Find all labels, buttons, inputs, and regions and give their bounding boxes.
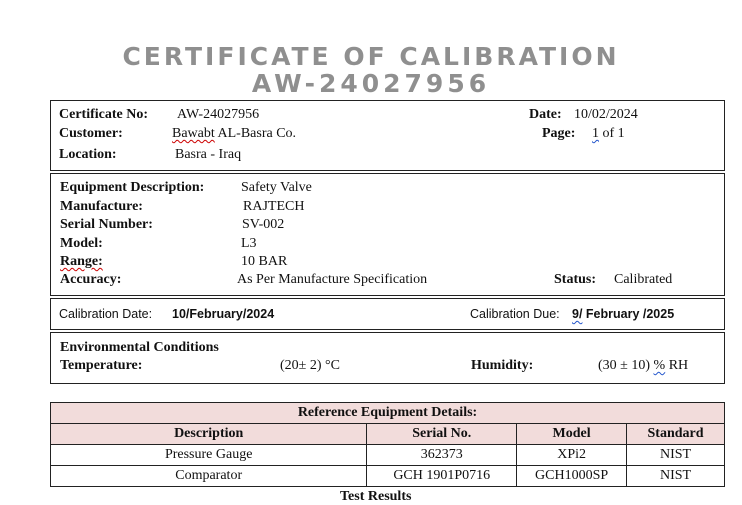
environment-box [50,332,725,384]
table-row [51,466,725,487]
customer-rest: AL-Basra Co. [214,126,297,141]
equipment-desc-label: Equipment Description: [60,180,205,195]
model-label: Model: [60,236,103,251]
reference-table [50,402,725,487]
customer-value [172,126,296,142]
model-value: L3 [241,236,257,251]
accuracy-label: Accuracy: [60,272,122,287]
reference-heading: Reference Equipment Details: [51,403,725,424]
date-value: 10/02/2024 [574,107,638,122]
cell-standard: NIST [627,466,725,487]
header-box [50,100,725,171]
cell-model: GCH1000SP [517,466,627,487]
status-value: Calibrated [614,272,673,287]
range-label: Range: [60,254,103,269]
page-number: 1 [592,126,599,141]
page-label: Page: [542,126,576,141]
test-results-heading: Test Results [340,489,412,504]
temperature-value: (20± 2) °C [280,358,340,373]
customer-misspelled: Bawabt [172,126,215,141]
calibration-date-label: Calibration Date: [59,307,153,321]
certificate-number-title: AW-24027956 [251,69,491,98]
environment-heading: Environmental Conditions [60,340,219,355]
col-standard: Standard [627,424,725,445]
due-rest: February /2025 [582,307,675,321]
serial-value: SV-002 [242,217,285,232]
calibration-box [50,298,725,330]
certificate-title: CERTIFICATE OF CALIBRATION [122,42,620,71]
calibration-due-label: Calibration Due: [470,307,560,321]
cell-standard: NIST [627,445,725,466]
calibration-due-value [572,307,674,321]
page-value [592,126,625,142]
accuracy-value: As Per Manufacture Specification [237,272,428,287]
table-row [51,445,725,466]
cell-serial: 362373 [367,445,517,466]
range-value: 10 BAR [241,254,288,269]
col-model: Model [517,424,627,445]
date-label: Date: [529,107,562,122]
status-label: Status: [554,272,597,287]
location-label: Location: [59,147,117,162]
manufacture-value: RAJTECH [243,199,305,214]
humidity-label: Humidity: [471,358,534,373]
col-serial: Serial No. [367,424,517,445]
location-value: Basra - Iraq [175,147,242,162]
humidity-percent: % [653,358,666,373]
cert-no-label: Certificate No: [59,107,149,122]
humidity-unit: RH [665,358,689,373]
customer-label: Customer: [59,126,123,141]
equipment-desc-value: Safety Valve [241,180,312,195]
due-day: 9/ [572,307,583,321]
temperature-label: Temperature: [60,358,143,373]
humidity-range: (30 ± 10) [598,358,654,373]
cell-serial: GCH 1901P0716 [367,466,517,487]
col-description: Description [51,424,367,445]
cell-description: Pressure Gauge [51,445,367,466]
page-total: of 1 [599,126,625,141]
equipment-box [50,173,725,296]
cell-description: Comparator [51,466,367,487]
humidity-value [598,358,688,374]
calibration-date-value: 10/February/2024 [172,307,275,321]
manufacture-label: Manufacture: [60,199,143,214]
cell-model: XPi2 [517,445,627,466]
cert-no-value: AW-24027956 [177,107,260,122]
serial-label: Serial Number: [60,217,153,232]
